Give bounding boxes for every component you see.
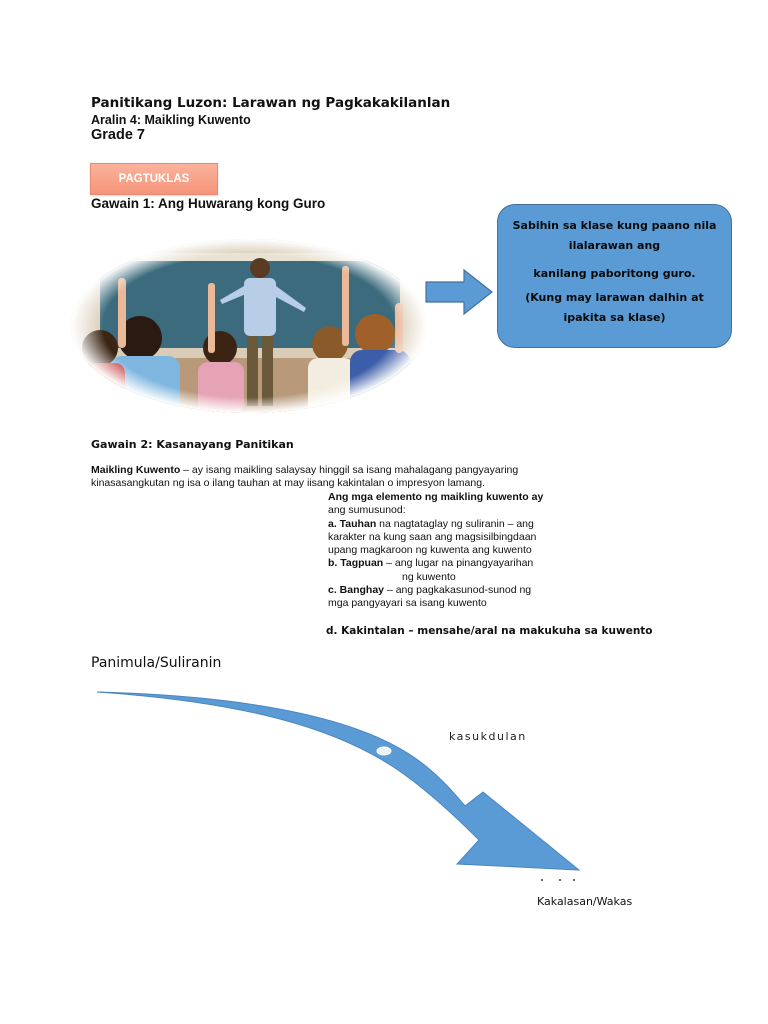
plot-climax-label: kasukdulan [449,730,527,743]
element-a-text: karakter na kung saan ang magsisilbingdaan [328,530,537,543]
lesson-subtitle: Aralin 4: Maikling Kuwento [91,113,251,127]
elements-intro: Ang mga elemento ng maikling kuwento ay [328,491,544,503]
element-c-text: – ang pagkakasunod-sunod ng [384,584,532,597]
right-arrow-icon [424,268,494,316]
page-title: Panitikang Luzon: Larawan ng Pagkakakilanlan [91,95,451,111]
plot-end-label: Kakalasan/Wakas [537,895,633,908]
plot-start-label: Panimula/Suliranin [91,655,222,671]
prompt-line: Sabihin sa klase kung paano nila [512,219,717,232]
prompt-line: kanilang paboritong guro. [533,267,696,280]
prompt-line: (Kung may larawan dalhin at [525,291,704,304]
definition-text: – ay isang maikling salaysay hinggil sa isang mahalagang pangyayaring [180,464,519,476]
plot-curve-arrow [95,688,615,888]
element-a-text: upang magkaroon ng kuwenta ang kuwento [328,544,532,557]
prompt-line: ilalarawan ang [568,239,661,252]
definition-term: Maikling Kuwento [91,464,181,476]
element-b-text: – ang lugar na pinangyayarihan [383,557,534,570]
element-c-term: c. Banghay [328,584,385,597]
gawain2-title: Gawain 2: Kasanayang Panitikan [91,438,294,451]
element-c-text: mga pangyayari sa isang kuwento [328,597,487,610]
elements-intro-rest: ang sumusunod: [328,504,406,517]
element-b-text: ng kuwento [402,570,456,583]
definition-paragraph [91,464,581,489]
gawain1-title: Gawain 1: Ang Huwarang kong Guro [91,196,326,211]
definition-text: kinasasangkutan ng isa o ilang tauhan at may iisang kakintalan o impresyon lamang. [91,476,485,489]
elements-list [328,491,598,611]
element-b-term: b. Tagpuan [328,557,384,570]
classroom-photo [70,238,428,414]
section-tag-pagtuklas: PAGTUKLAS [90,163,218,195]
element-d-text: d. Kakintalan – mensahe/aral na makukuha sa kuwento [326,625,653,637]
element-a-term: a. Tauhan [328,517,377,530]
gawain1-prompt-box [497,204,732,348]
prompt-line: ipakita sa klase) [563,311,666,324]
grade-label: Grade 7 [91,127,145,143]
element-a-text: na nagtataglay ng suliranin – ang [376,517,534,530]
